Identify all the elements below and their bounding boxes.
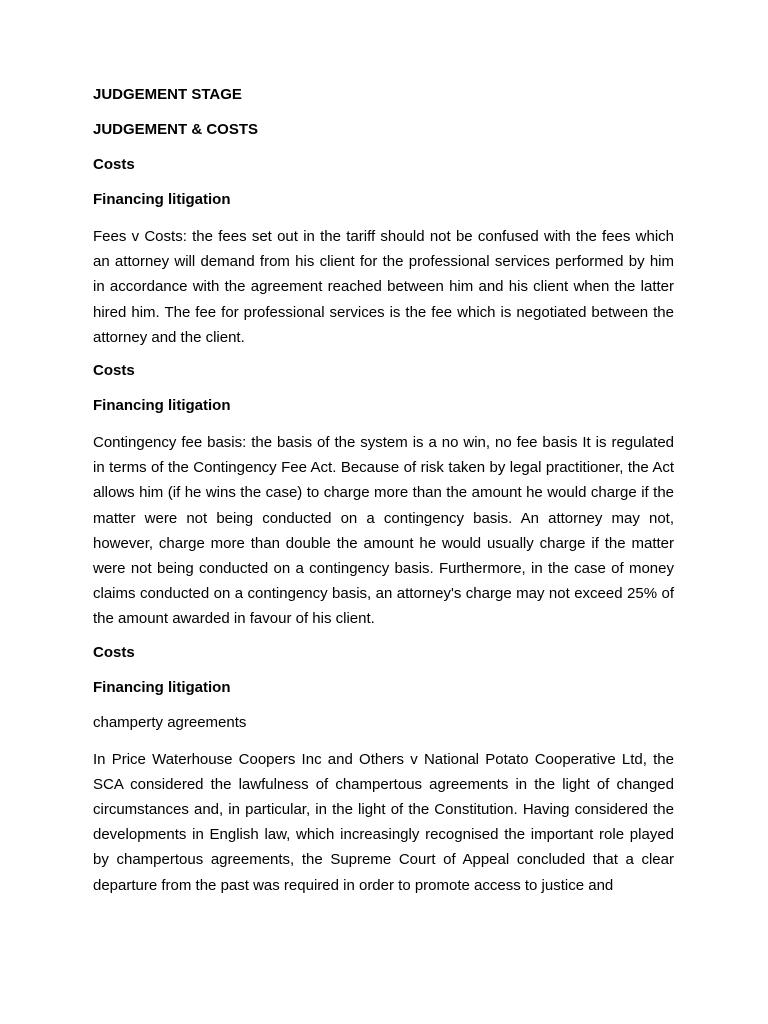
section-heading: Costs [93,643,135,661]
document-subtitle: JUDGEMENT & COSTS [93,121,259,138]
section-body: Contingency fee basis: the basis of the system is a no win, no fee basis It is regulated in terms of the Contingency Fee Act. Because of risk taken by legal practitioner, the Act allows him (if he wins the case) to charge more than the amount he would charge if the matter were not being conducted on a contingency basis. An attorney may not, however, charge more than double the amount he would usually charge if the matter were not being conducted on a contingency basis. Furthermore, in the case of money claims conducted on a contingency basis, an attorney's charge may not exceed 25% of the amount awarded in favour of his client. [93,434,674,628]
section-subheading: Financing litigation [93,191,231,208]
section-body: Fees v Costs: the fees set out in the tariff should not be confused with the fees which an attorney will demand from his client for the professional services performed by him in accordance with the agreement reached between him and his client when the latter hired him. The fee for professional services is the fee which is negotiated between the attorney and the client. [93,228,674,346]
section-subheading: Financing litigation [93,397,231,415]
section-body: In Price Waterhouse Coopers Inc and Others v National Potato Cooperative Ltd, the SCA considered the lawfulness of champertous agreements in the light of changed circumstances and, in particular, in the light of the Constitution. Having considered the developments in English law, which increasingly recognised the important role played by champertous agreements, the Supreme Court of Appeal concluded that a clear departure from the past was required in order to promote access to justice and [93,750,674,894]
document-page [93,84,674,908]
section-topic: champerty agreements [93,713,247,731]
section-subheading: Financing litigation [93,678,231,696]
section-heading: Costs [93,362,135,380]
section-heading: Costs [93,156,135,173]
document-title: JUDGEMENT STAGE [93,86,242,103]
